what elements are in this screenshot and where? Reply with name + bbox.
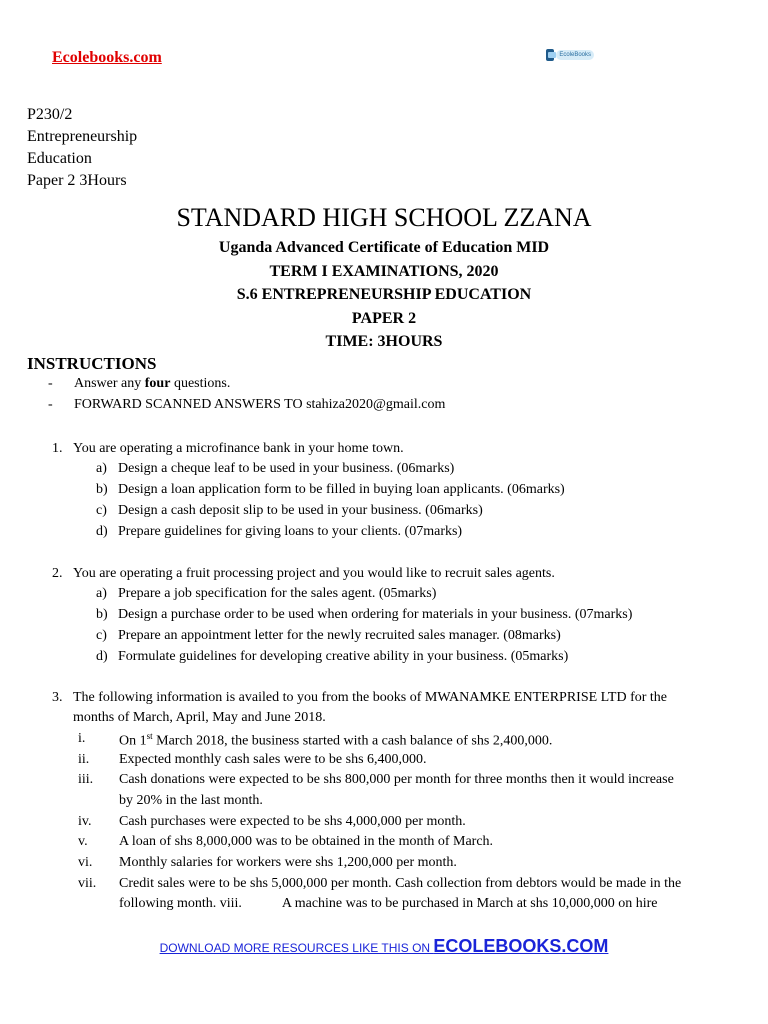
q3-item-iv: Cash purchases were expected to be shs 4,000,000 per month. (119, 814, 466, 829)
logo-text: EcoleBooks (556, 50, 594, 60)
paper-subject: Entrepreneurship (27, 128, 138, 145)
question-3-text-line-1: The following information is availed to you from the books of MWANAMKE ENTERPRISE LTD for the (73, 690, 668, 705)
q2-part-text: Prepare a job specification for the sales agent. (05marks) (118, 586, 437, 601)
book-icon (546, 49, 554, 61)
ecolebooks-site-link[interactable]: Ecolebooks.com (52, 49, 162, 66)
q1-part-label: a) (96, 461, 107, 476)
question-2-text: You are operating a fruit processing project and you would like to recruit sales agents. (73, 566, 555, 581)
q3-item-label: i. (78, 731, 86, 746)
footer-site-text[interactable]: ECOLEBOOKS.COM (433, 936, 609, 956)
instruction-2: - FORWARD SCANNED ANSWERS TO stahiza2020@gmail.com (48, 397, 446, 412)
q2-part-label: c) (96, 628, 107, 643)
paper-code: P230/2 (27, 106, 73, 123)
q2-part-label: d) (96, 649, 108, 664)
q3-item-v: A loan of shs 8,000,000 was to be obtained in the month of March. (119, 834, 494, 849)
q1-part-label: d) (96, 524, 108, 539)
instruction-1: - Answer any four questions. (48, 376, 231, 391)
question-1-text: You are operating a microfinance bank in your home town. (73, 441, 404, 456)
q2-part-text: Design a purchase order to be used when ordering for materials in your business. (07marks) (118, 607, 633, 622)
footer-small-text[interactable]: DOWNLOAD MORE RESOURCES LIKE THIS ON (159, 941, 434, 955)
q3-item-ii: Expected monthly cash sales were to be shs 6,400,000. (119, 752, 427, 767)
q2-part-label: b) (96, 607, 108, 622)
exam-line-1: Uganda Advanced Certificate of Education MID (218, 239, 550, 256)
question-3-number: 3. (52, 690, 63, 705)
question-1-number: 1. (52, 441, 63, 456)
q3-item-iii-line-2: by 20% in the last month. (119, 793, 263, 808)
q1-part-text: Design a cash deposit slip to be used in your business. (06marks) (118, 503, 483, 518)
exam-line-3: S.6 ENTREPRENEURSHIP EDUCATION (236, 286, 532, 303)
q3-item-label: iv. (78, 814, 92, 829)
instructions-heading: INSTRUCTIONS (27, 354, 157, 373)
q1-part-text: Prepare guidelines for giving loans to your clients. (07marks) (118, 524, 463, 539)
exam-title-block (0, 236, 768, 354)
q3-item-label: ii. (78, 752, 90, 767)
download-footer-link[interactable] (0, 936, 768, 957)
q3-item-label: vii. (78, 876, 97, 891)
q1-part-text: Design a cheque leaf to be used in your business. (06marks) (118, 461, 455, 476)
paper-subject-2: Education (27, 150, 92, 167)
q3-item-i: On 1st March 2018, the business started with a cash balance of shs 2,400,000. (119, 731, 553, 749)
school-name: STANDARD HIGH SCHOOL ZZANA (176, 203, 592, 232)
q3-item-vii-line-1: Credit sales were to be shs 5,000,000 per month. Cash collection from debtors would be made in the (119, 876, 682, 891)
q3-item-label: v. (78, 834, 88, 849)
q3-item-iii-line-1: Cash donations were expected to be shs 800,000 per month for three months then it would increase (119, 772, 674, 787)
question-3-text-line-2: months of March, April, May and June 2018. (73, 710, 326, 725)
question-2-number: 2. (52, 566, 63, 581)
q2-part-text: Prepare an appointment letter for the newly recruited sales manager. (08marks) (118, 628, 561, 643)
exam-line-2: TERM I EXAMINATIONS, 2020 (269, 262, 499, 280)
q3-item-label: iii. (78, 772, 94, 787)
q2-part-label: a) (96, 586, 107, 601)
q2-part-text: Formulate guidelines for developing creative ability in your business. (05marks) (118, 649, 569, 664)
q3-item-vii-line-2: following month. viii. A machine was to be purchased in March at shs 10,000,000 on hire (119, 896, 658, 911)
q1-part-label: c) (96, 503, 107, 518)
q3-item-vi: Monthly salaries for workers were shs 1,200,000 per month. (119, 855, 457, 870)
paper-info (27, 104, 137, 192)
q1-part-text: Design a loan application form to be filled in buying loan applicants. (06marks) (118, 482, 565, 497)
ecolebooks-logo (546, 48, 594, 62)
paper-duration: Paper 2 3Hours (27, 172, 127, 189)
q3-item-label: vi. (78, 855, 93, 870)
exam-line-5: TIME: 3HOURS (325, 333, 443, 350)
exam-line-4: PAPER 2 (351, 309, 417, 327)
q1-part-label: b) (96, 482, 108, 497)
